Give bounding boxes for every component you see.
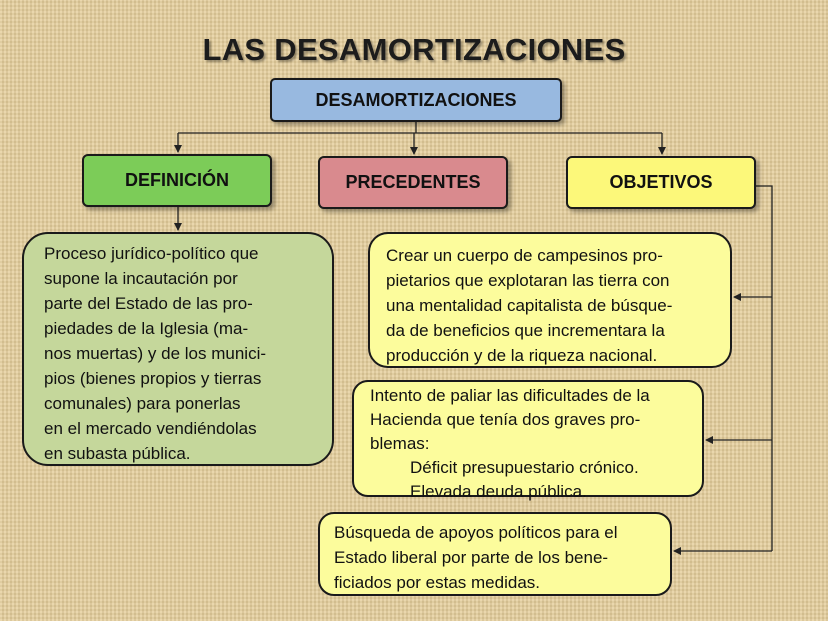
definicion-line: supone la incautación por — [44, 269, 238, 288]
objetivo-2-line: Hacienda que tenía dos graves pro- — [370, 410, 641, 429]
objetivo-1-line: pietarios que explotaran las tierra con — [386, 271, 670, 290]
node-precedentes: PRECEDENTES — [318, 156, 508, 209]
objetivo-1-line: Crear un cuerpo de campesinos pro- — [386, 246, 663, 265]
objetivo-3-line: ficiados por estas medidas. — [334, 573, 540, 592]
objetivo-2-subitem: Déficit presupuestario crónico. — [410, 458, 639, 477]
objetivo-2-line: blemas: — [370, 434, 430, 453]
objetivo-1-line: una mentalidad capitalista de búsque- — [386, 296, 673, 315]
objetivo-3-line: Búsqueda de apoyos políticos para el — [334, 523, 618, 542]
objetivos-bracket — [756, 186, 772, 551]
objetivo-1-line: da de beneficios que incrementara la — [386, 321, 665, 340]
objetivo-2-line: Intento de paliar las dificultades de la — [370, 386, 650, 405]
node-desamortizaciones: DESAMORTIZACIONES — [270, 78, 562, 122]
node-definicion: DEFINICIÓN — [82, 154, 272, 207]
definicion-text-box — [22, 232, 334, 466]
page-title: LAS DESAMORTIZACIONES — [202, 32, 626, 67]
objetivo-3-line: Estado liberal por parte de los bene- — [334, 548, 609, 567]
definicion-line: Proceso jurídico-político que — [44, 244, 259, 263]
objetivo-1-box — [368, 232, 732, 368]
objetivo-2-subitem: Elevada deuda pública. — [410, 482, 587, 501]
objetivo-2-box — [352, 380, 704, 501]
node-objetivos: OBJETIVOS — [566, 156, 756, 209]
definicion-line: comunales) para ponerlas — [44, 394, 241, 413]
definicion-line: parte del Estado de las pro- — [44, 294, 253, 313]
definicion-line: pios (bienes propios y tierras — [44, 369, 262, 388]
definicion-line: en el mercado vendiéndolas — [44, 419, 257, 438]
objetivo-3-box — [318, 512, 672, 596]
definicion-line: nos muertas) y de los munici- — [44, 344, 267, 363]
definicion-line: en subasta pública. — [44, 444, 191, 463]
definicion-line: piedades de la Iglesia (ma- — [44, 319, 249, 338]
objetivo-1-line: producción y de la riqueza nacional. — [386, 346, 658, 365]
